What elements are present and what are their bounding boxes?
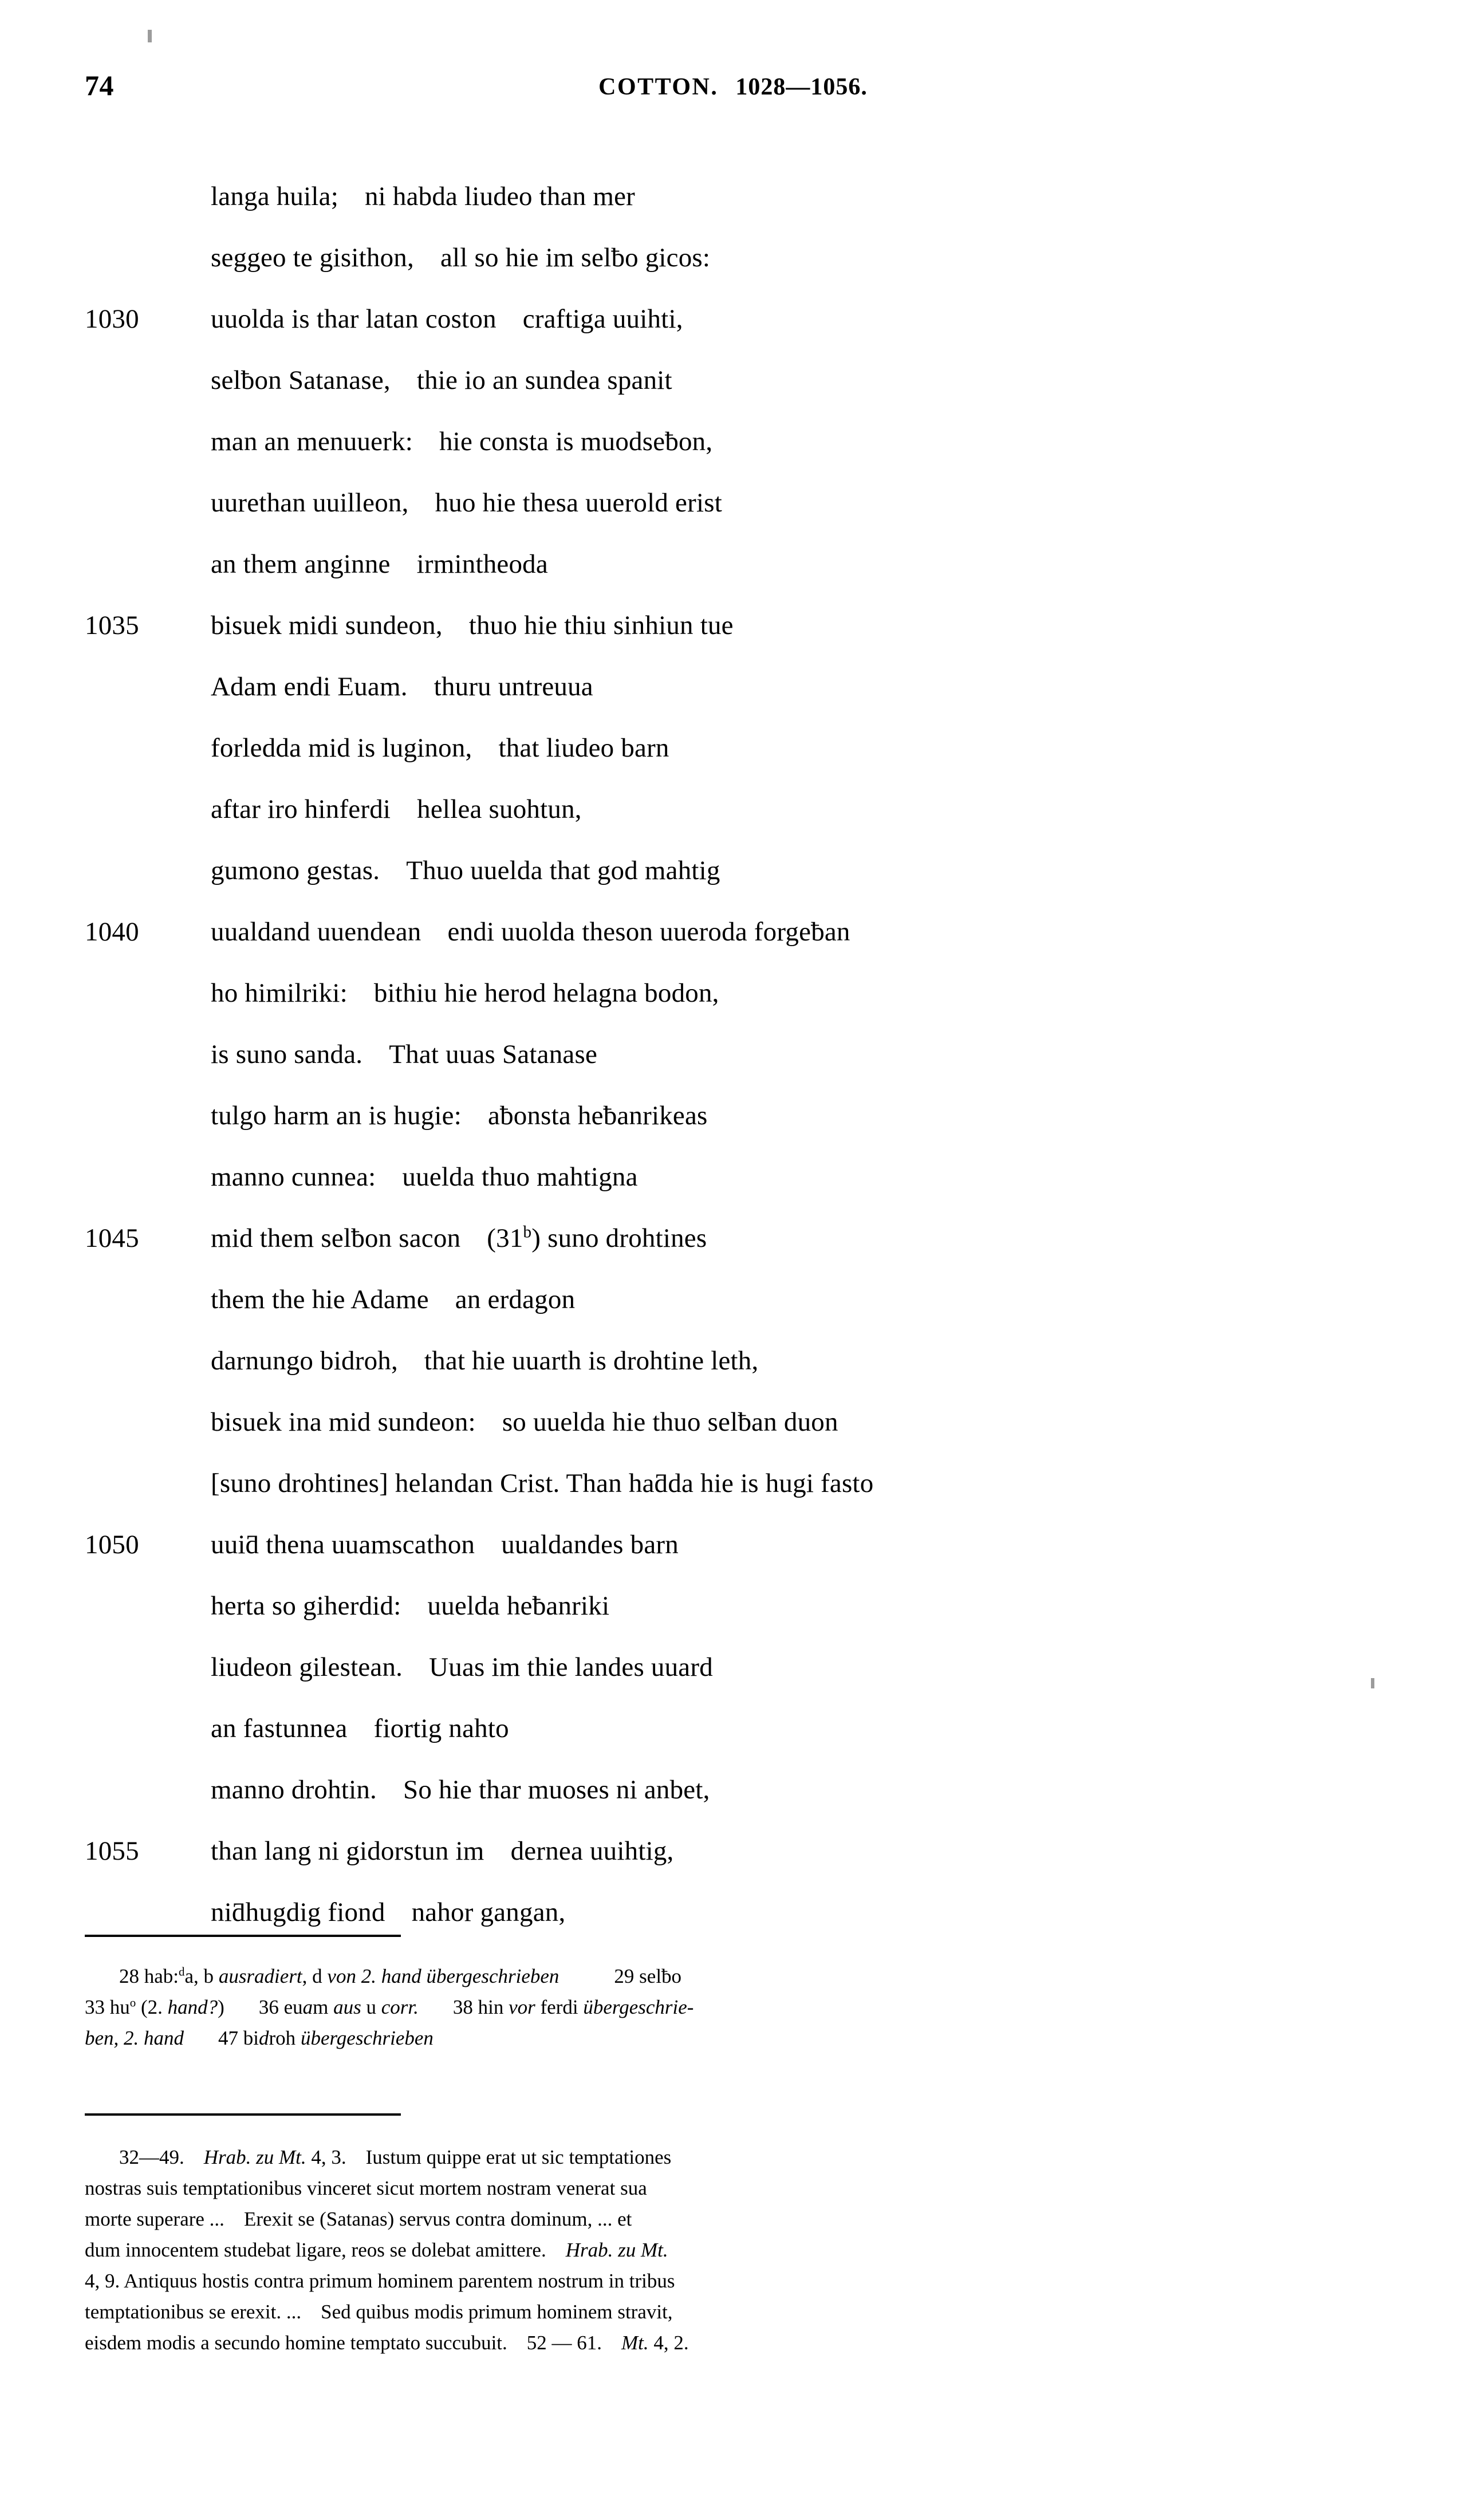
verse-line <box>0 779 1466 840</box>
verse-line-text: bisuek midi sundeon, thuo hie thiu sinhiun tue <box>211 611 734 640</box>
emphasis-text: vor <box>509 1996 535 2018</box>
verse-line-number: 1055 <box>85 1836 139 1866</box>
verse-line <box>0 411 1466 472</box>
apparatus-line <box>85 2023 1384 2054</box>
scan-speck <box>148 30 152 42</box>
note-text: 28 hab: <box>119 1965 179 1987</box>
verse-line-text: uuolda is thar latan coston craftiga uuihti, <box>211 304 683 334</box>
verse-block <box>0 166 1466 1943</box>
verse-line <box>0 166 1466 227</box>
commentary-line <box>85 2142 1384 2173</box>
note-text: 47 bi <box>218 2027 259 2049</box>
emphasis-text: Hrab. zu Mt. <box>203 2146 306 2168</box>
verse-line-number: 1030 <box>85 304 139 334</box>
verse-line <box>0 1208 1466 1269</box>
verse-line-text: seggeo te gisithon, all so hie im selƀo gicos: <box>211 243 711 273</box>
emphasis-text: ausradiert <box>218 1965 302 1987</box>
verse-line <box>0 1147 1466 1208</box>
verse-line <box>0 534 1466 595</box>
emphasis-text: a <box>302 1996 313 2018</box>
apparatus-line <box>85 1992 1384 2023</box>
verse-line <box>0 350 1466 411</box>
note-text: 4, 2. <box>648 2332 689 2354</box>
page-title-line-range: 1028—1056. <box>735 74 868 100</box>
note-text: dum innocentem studebat ligare, reos se dolebat amittere. <box>85 2239 546 2261</box>
verse-line <box>0 901 1466 963</box>
note-text: morte superare ... <box>85 2208 224 2230</box>
verse-line <box>0 1330 1466 1392</box>
note-text: 29 selƀo <box>614 1965 682 1987</box>
verse-line-text: langa huila; ni habda liudeo than mer <box>211 182 636 211</box>
verse-line-text: niƌhugdig fiond nahor gangan, <box>211 1897 566 1927</box>
verse-line <box>0 595 1466 656</box>
emphasis-text: übergeschrie- <box>583 1996 694 2018</box>
scan-speck <box>1371 1678 1374 1688</box>
note-text: roh <box>269 2027 301 2049</box>
verse-line-text: an fastunnea fiortig nahto <box>211 1714 509 1743</box>
verse-line <box>0 656 1466 718</box>
verse-line <box>0 1576 1466 1637</box>
note-text: 38 hin <box>452 1996 509 2018</box>
verse-line <box>0 1882 1466 1943</box>
verse-line-text: forledda mid is luginon, that liudeo barn <box>211 733 669 763</box>
emphasis-text: übergeschrieben <box>300 2027 434 2049</box>
verse-line <box>0 1392 1466 1453</box>
running-head <box>0 69 1466 109</box>
verse-line-text: is suno sanda. That uuas Satanase <box>211 1040 598 1069</box>
note-text: Erexit se (Satanas) servus contra dominum, ... et <box>243 2208 632 2230</box>
verse-line-text: uualdand uuendean endi uuolda theson uueroda forgeƀan <box>211 917 850 947</box>
commentary-line <box>85 2235 1384 2266</box>
note-text: ferdi <box>535 1996 584 2018</box>
verse-line-text: uurethan uuilleon, huo hie thesa uuerold erist <box>211 488 722 518</box>
verse-line <box>0 227 1466 289</box>
verse-line <box>0 1453 1466 1514</box>
verse-line-text: darnungo bidroh, that hie uuarth is drohtine leth, <box>211 1346 759 1376</box>
commentary-line <box>85 2204 1384 2235</box>
verse-line-text: bisuek ina mid sundeon: so uuelda hie thuo selƀan duon <box>211 1407 838 1437</box>
note-text: nostras suis temptationibus vinceret sicut mortem nostram venerat sua <box>85 2177 647 2199</box>
verse-line-text: them the hie Adame an erdagon <box>211 1285 576 1314</box>
verse-line-text: tulgo harm an is hugie: aƀonsta heƀanrikeas <box>211 1101 708 1131</box>
page-title-manuscript: COTTON. <box>598 74 719 100</box>
verse-line <box>0 1698 1466 1759</box>
verse-line <box>0 1514 1466 1576</box>
verse-line <box>0 718 1466 779</box>
verse-line-text: Adam endi Euam. thuru untreuua <box>211 672 593 702</box>
verse-line-text: than lang ni gidorstun im dernea uuihtig, <box>211 1836 674 1866</box>
note-text: m <box>313 1996 334 2018</box>
note-text: ) <box>218 1996 224 2018</box>
note-text: (2. <box>136 1996 168 2018</box>
verse-line-text: manno drohtin. So hie thar muoses ni anbet, <box>211 1775 710 1805</box>
verse-line <box>0 1024 1466 1085</box>
note-text: 4, 9. Antiquus hostis contra primum hominem parentem nostrum in tribus <box>85 2270 675 2292</box>
verse-line <box>0 1821 1466 1882</box>
verse-line-text: selƀon Satanase, thie io an sundea spanit <box>211 365 672 395</box>
verse-line-number: 1050 <box>85 1530 139 1560</box>
verse-line-text: [suno drohtines] helandan Crist. Than haƌda hie is hugi fasto <box>211 1468 874 1498</box>
note-text: Sed quibus modis primum hominem stravit, <box>321 2301 673 2323</box>
folio-marker: b <box>523 1223 532 1242</box>
emphasis-text: ben, 2. hand <box>85 2027 184 2049</box>
note-text: eisdem modis a secundo homine temptato succubuit. <box>85 2332 507 2354</box>
apparatus-divider-rule <box>85 1935 401 1937</box>
verse-line <box>0 472 1466 534</box>
verse-line-number: 1045 <box>85 1223 139 1253</box>
verse-line-text: herta so giherdid: uuelda heƀanriki <box>211 1591 610 1621</box>
note-text: , d <box>302 1965 328 1987</box>
note-text: 33 hu <box>85 1996 130 2018</box>
verse-line-text: aftar iro hinferdi hellea suohtun, <box>211 794 582 824</box>
superscript-gloss: d <box>179 1964 185 1979</box>
superscript-gloss: o <box>129 1995 136 2010</box>
commentary-line <box>85 2297 1384 2328</box>
verse-line-text: uuiƌ thena uuamscathon uualdandes barn <box>211 1530 679 1560</box>
verse-line <box>0 1085 1466 1147</box>
note-text: 32—49. <box>119 2146 184 2168</box>
verse-line-number: 1035 <box>85 611 139 640</box>
critical-apparatus <box>85 1961 1384 2054</box>
verse-line-text: liudeon gilestean. Uuas im thie landes uuard <box>211 1652 713 1682</box>
verse-line <box>0 1759 1466 1821</box>
verse-line <box>0 963 1466 1024</box>
apparatus-line <box>85 1961 1384 1992</box>
emphasis-text: von 2. hand übergeschrieben <box>327 1965 559 1987</box>
verse-line-text: mid them selƀon sacon (31$^b$) suno drohtines <box>211 1223 707 1253</box>
commentary-divider-rule <box>85 2113 401 2116</box>
verse-line <box>0 289 1466 350</box>
note-text: a, b <box>184 1965 219 1987</box>
note-text: u <box>361 1996 381 2018</box>
note-text: 52 — 61. <box>526 2332 602 2354</box>
page-title <box>0 73 1466 101</box>
verse-line-text: ho himilriki: bithiu hie herod helagna bodon, <box>211 978 719 1008</box>
emphasis-text: hand? <box>167 1996 218 2018</box>
note-text: 36 eu <box>258 1996 303 2018</box>
verse-line-text: an them anginne irmintheoda <box>211 549 548 579</box>
verse-line <box>0 1269 1466 1330</box>
verse-line-text: gumono gestas. Thuo uuelda that god mahtig <box>211 856 720 885</box>
verse-line <box>0 1637 1466 1698</box>
verse-line-text: manno cunnea: uuelda thuo mahtigna <box>211 1162 638 1192</box>
emphasis-text: Mt. <box>621 2332 649 2354</box>
page-number: 74 <box>85 69 114 101</box>
emphasis-text: aus <box>333 1996 361 2018</box>
commentary-line <box>85 2328 1384 2358</box>
emphasis-text: corr. <box>381 1996 419 2018</box>
emphasis-text: Hrab. zu Mt. <box>565 2239 668 2261</box>
note-text: 4, 3. <box>306 2146 346 2168</box>
source-commentary <box>85 2142 1384 2358</box>
emphasis-text: d <box>259 2027 269 2049</box>
verse-line-text: man an menuuerk: hie consta is muodseƀon, <box>211 427 713 456</box>
verse-line-number: 1040 <box>85 917 139 947</box>
commentary-line <box>85 2266 1384 2297</box>
commentary-line <box>85 2173 1384 2204</box>
note-text: Iustum quippe erat ut sic temptationes <box>365 2146 672 2168</box>
note-text: temptationibus se erexit. ... <box>85 2301 302 2323</box>
verse-line <box>0 840 1466 901</box>
